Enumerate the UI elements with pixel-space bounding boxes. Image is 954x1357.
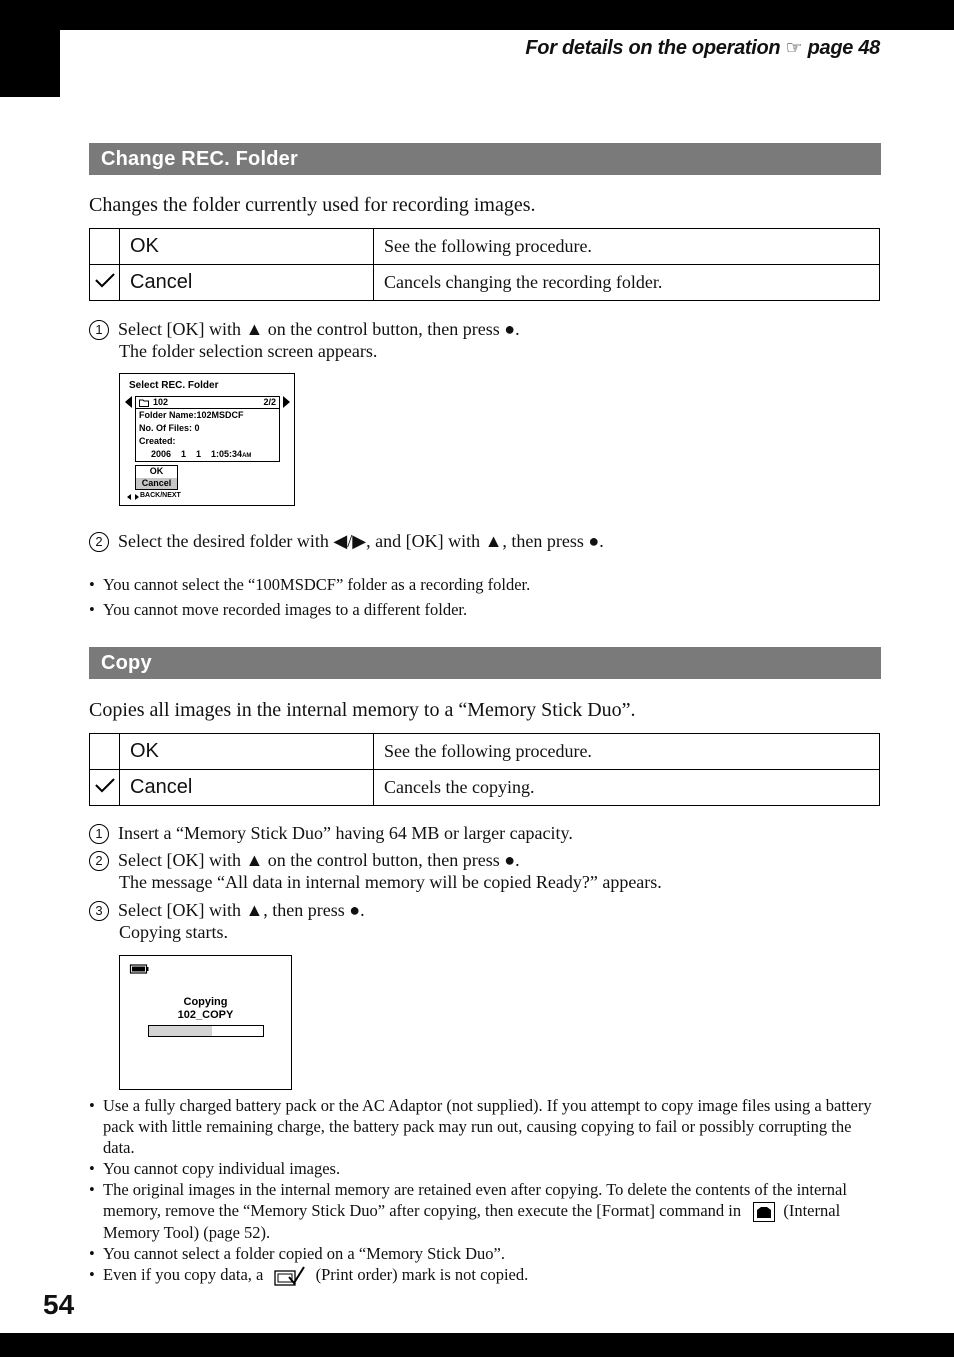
corner-tab — [0, 30, 60, 97]
nav-hint: BACK/NEXT — [140, 492, 181, 499]
note-item — [89, 1179, 881, 1243]
section2-step-3 — [89, 899, 365, 943]
note-text: The original images in the internal memory are retained even after copying. To delete the contents of the internal memory, remove the “Memory Stick Duo” after copying, then execute the [Format] command in — [103, 1180, 847, 1220]
section2-step-2 — [89, 849, 662, 893]
table-row — [90, 770, 880, 806]
section1-step-1 — [89, 318, 520, 362]
note-text: (Internal Memory Tool) (page 52). — [103, 1201, 841, 1243]
option-desc: Cancels the copying. — [374, 770, 880, 806]
step-text: Select [OK] with ▲, then press ●. — [118, 900, 365, 920]
section2-intro: Copies all images in the internal memory to a “Memory Stick Duo”. — [89, 699, 636, 721]
arrow-right-icon — [283, 396, 291, 408]
check-cell — [90, 770, 120, 806]
table-row — [90, 229, 880, 265]
step-text: Select the desired folder with ◀/▶, and [OK] with ▲, then press ●. — [118, 531, 604, 551]
note-item: • You cannot copy individual images. — [89, 1158, 881, 1179]
left-right-arrows-icon — [127, 494, 139, 500]
step-subtext: Copying starts. — [119, 922, 229, 942]
copying-label: Copying — [183, 996, 228, 1008]
screen-ok-option[interactable]: OK — [149, 466, 164, 476]
section-title-copy: Copy — [89, 647, 881, 679]
section2-step-1 — [89, 822, 573, 844]
check-cell — [90, 265, 120, 301]
note-item: • You cannot move recorded images to a different folder. — [89, 599, 881, 620]
screen-cancel-option[interactable]: Cancel — [136, 478, 177, 489]
step-subtext: The message “All data in internal memory will be copied Ready?” appears. — [119, 872, 662, 892]
folder-info-box — [135, 396, 280, 462]
arrow-left-icon — [125, 396, 133, 408]
note-item — [89, 1264, 881, 1287]
page-number: 54 — [43, 1289, 75, 1320]
folder-page: 2/2 — [263, 397, 276, 407]
note-item: • You cannot select a folder copied on a “Memory Stick Duo”. — [89, 1243, 881, 1264]
check-cell — [90, 229, 120, 265]
header-reference — [525, 37, 880, 60]
note-text: Even if you copy data, a — [103, 1265, 264, 1285]
header-ref-text: For details on the operation — [525, 37, 781, 59]
option-label: Cancel — [120, 265, 374, 301]
copying-folder: 102_COPY — [177, 1009, 234, 1021]
pointing-hand-icon: ☞ — [785, 38, 803, 59]
created-datetime: 2006 1 1 1:05:34 — [151, 449, 243, 459]
section2-options-table — [89, 733, 880, 806]
step-number: 2 — [89, 532, 109, 552]
step-number: 1 — [89, 824, 109, 844]
step-text: Insert a “Memory Stick Duo” having 64 MB or larger capacity. — [118, 823, 573, 843]
step-number: 1 — [89, 320, 109, 340]
folder-name: Folder Name:102MSDCF — [139, 410, 244, 420]
option-label: OK — [120, 229, 374, 265]
step-text: Select [OK] with ▲ on the control button, then press ●. — [118, 850, 520, 870]
section1-intro: Changes the folder currently used for recording images. — [89, 194, 536, 216]
note-item: • Use a fully charged battery pack or the AC Adaptor (not supplied). If you attempt to copy image files using a battery pack with little remaining charge, the battery pack may run out, causing copying to fail or possibly corrupting the data. — [89, 1095, 881, 1158]
table-row — [90, 265, 880, 301]
created-value — [151, 449, 251, 459]
top-bar — [0, 0, 954, 30]
copy-progress-fill — [149, 1026, 212, 1036]
note-item: • You cannot select the “100MSDCF” folder as a recording folder. — [89, 574, 881, 595]
note-text: (Print order) mark is not copied. — [315, 1265, 529, 1285]
copying-screen — [119, 955, 292, 1090]
step-text: Select [OK] with ▲ on the control button, then press ●. — [118, 319, 520, 339]
battery-icon — [129, 964, 149, 974]
option-desc: See the following procedure. — [374, 229, 880, 265]
option-label: Cancel — [120, 770, 374, 806]
created-label: Created: — [139, 436, 176, 446]
section2-notes — [89, 1095, 881, 1287]
option-desc: Cancels changing the recording folder. — [374, 265, 880, 301]
section1-notes — [89, 574, 881, 624]
internal-memory-tool-icon — [753, 1202, 775, 1222]
bottom-bar — [0, 1333, 954, 1357]
section-title-change-rec-folder: Change REC. Folder — [89, 143, 881, 175]
step-number: 2 — [89, 851, 109, 871]
option-desc: See the following procedure. — [374, 734, 880, 770]
default-checkmark-icon — [94, 776, 116, 794]
created-ampm: AM — [242, 453, 252, 459]
folder-number: 102 — [153, 397, 169, 407]
ok-cancel-menu — [135, 465, 178, 490]
step-subtext: The folder selection screen appears. — [119, 341, 378, 361]
option-label: OK — [120, 734, 374, 770]
default-checkmark-icon — [94, 271, 116, 289]
folder-icon — [139, 399, 149, 407]
table-row — [90, 734, 880, 770]
folder-selection-screen — [119, 373, 295, 506]
header-ref-page: page 48 — [807, 37, 880, 59]
check-cell — [90, 734, 120, 770]
section1-step-2 — [89, 530, 604, 552]
step-number: 3 — [89, 901, 109, 921]
section1-options-table — [89, 228, 880, 301]
print-order-icon — [273, 1265, 305, 1287]
copy-progress-bar — [148, 1025, 264, 1037]
number-of-files: No. Of Files: 0 — [139, 423, 200, 433]
screen-title: Select REC. Folder — [129, 380, 219, 391]
